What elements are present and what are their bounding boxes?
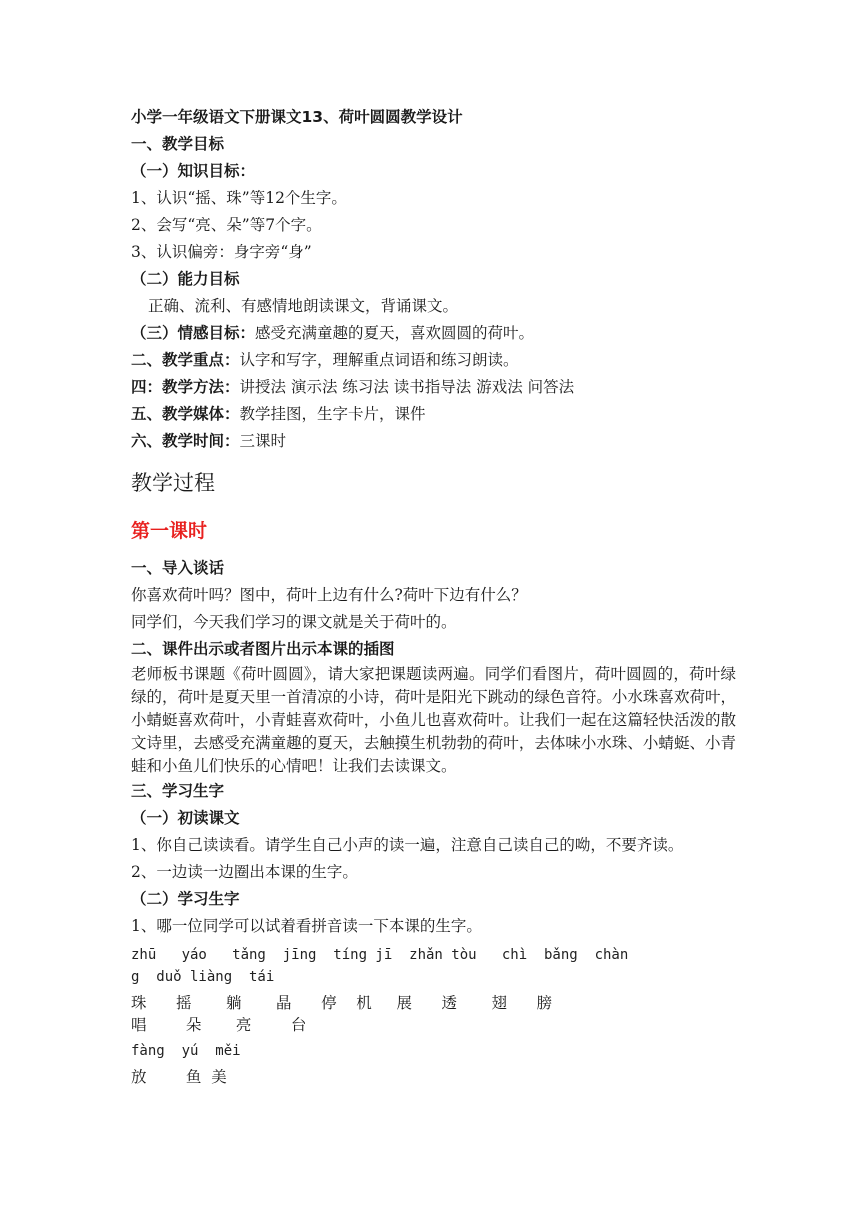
- emotion-text: 感受充满童趣的夏天，喜欢圆圆的荷叶。: [255, 324, 535, 342]
- emotion-heading: （三）情感目标：: [131, 324, 256, 342]
- method-heading: 四：教学方法：: [131, 378, 240, 396]
- emotion-row: [131, 320, 736, 347]
- learn-heading: 三、学习生字: [131, 782, 225, 800]
- ability-heading: （二）能力目标: [131, 270, 240, 288]
- knowledge-item: 2、会写“亮、朵”等7个字。: [131, 216, 322, 234]
- intro-line: 同学们，今天我们学习的课文就是关于荷叶的。: [131, 613, 457, 631]
- character-row: 珠 摇 躺 晶 停 机 展 透 翅 膀: [131, 994, 553, 1012]
- first-read-line: 1、你自己读读看。请学生自己小声的读一遍，注意自己读自己的呦，不要齐读。: [131, 836, 684, 854]
- document-page: [131, 104, 736, 1088]
- media-heading: 五、教学媒体：: [131, 405, 240, 423]
- knowledge-heading: （一）知识目标：: [131, 162, 256, 180]
- show-heading: 二、课件出示或者图片出示本课的插图: [131, 640, 395, 658]
- key-heading: 二、教学重点：: [131, 351, 240, 369]
- method-text: 讲授法 演示法 练习法 读书指导法 游戏法 问答法: [239, 378, 575, 396]
- character-row: 唱 朵 亮 台: [131, 1016, 307, 1034]
- method-row: [131, 374, 736, 401]
- pinyin-row: fàng yú měi: [131, 1043, 241, 1059]
- objectives-heading: 一、教学目标: [131, 135, 225, 153]
- study-line: 1、哪一位同学可以试着看拼音读一下本课的生字。: [131, 917, 482, 935]
- intro-line: 你喜欢荷叶吗？图中，荷叶上边有什么?荷叶下边有什么？: [131, 586, 527, 604]
- media-row: [131, 401, 736, 428]
- knowledge-item: 1、认识“摇、珠”等12个生字。: [131, 189, 347, 207]
- time-heading: 六、教学时间：: [131, 432, 240, 450]
- time-text: 三课时: [239, 432, 287, 450]
- key-row: [131, 347, 736, 374]
- study-heading: （二）学习生字: [131, 890, 240, 908]
- pinyin-row: zhū yáo tǎng jīng tíng jī zhǎn tòu chì bǎng chàn: [131, 947, 629, 963]
- first-read-heading: （一）初读课文: [131, 809, 240, 827]
- knowledge-item: 3、认识偏旁：身字旁“身”: [131, 243, 312, 261]
- show-paragraph: 老师板书课题《荷叶圆圆》，请大家把课题读两遍。同学们看图片，荷叶圆圆的，荷叶绿绿的，荷叶是夏天里一首清凉的小诗，荷叶是阳光下跳动的绿色音符。小水珠喜欢荷叶，小蜻蜓喜欢荷叶，小青蛙喜欢荷叶，小鱼儿也喜欢荷叶。让我们一起在这篇轻快活泼的散文诗里，去感受充满童趣的夏天，去触摸生机勃勃的荷叶，去体味小水珠、小蜻蜓、小青蛙和小鱼儿们快乐的心情吧！让我们去读课文。: [131, 665, 736, 775]
- time-row: [131, 428, 736, 455]
- media-text: 教学挂图，生字卡片，课件: [239, 405, 426, 423]
- ability-text: 正确、流利、有感情地朗读课文，背诵课文。: [148, 297, 459, 315]
- intro-heading: 一、导入谈话: [131, 559, 225, 577]
- process-heading: 教学过程: [131, 471, 215, 495]
- pinyin-row: g duǒ liàng tái: [131, 969, 275, 985]
- character-row: 放 鱼 美: [131, 1068, 227, 1086]
- lesson1-heading: 第一课时: [131, 520, 208, 542]
- first-read-line: 2、一边读一边圈出本课的生字。: [131, 863, 358, 881]
- doc-title: 小学一年级语文下册课文13、荷叶圆圆教学设计: [131, 108, 463, 126]
- key-text: 认字和写字，理解重点词语和练习朗读。: [239, 351, 519, 369]
